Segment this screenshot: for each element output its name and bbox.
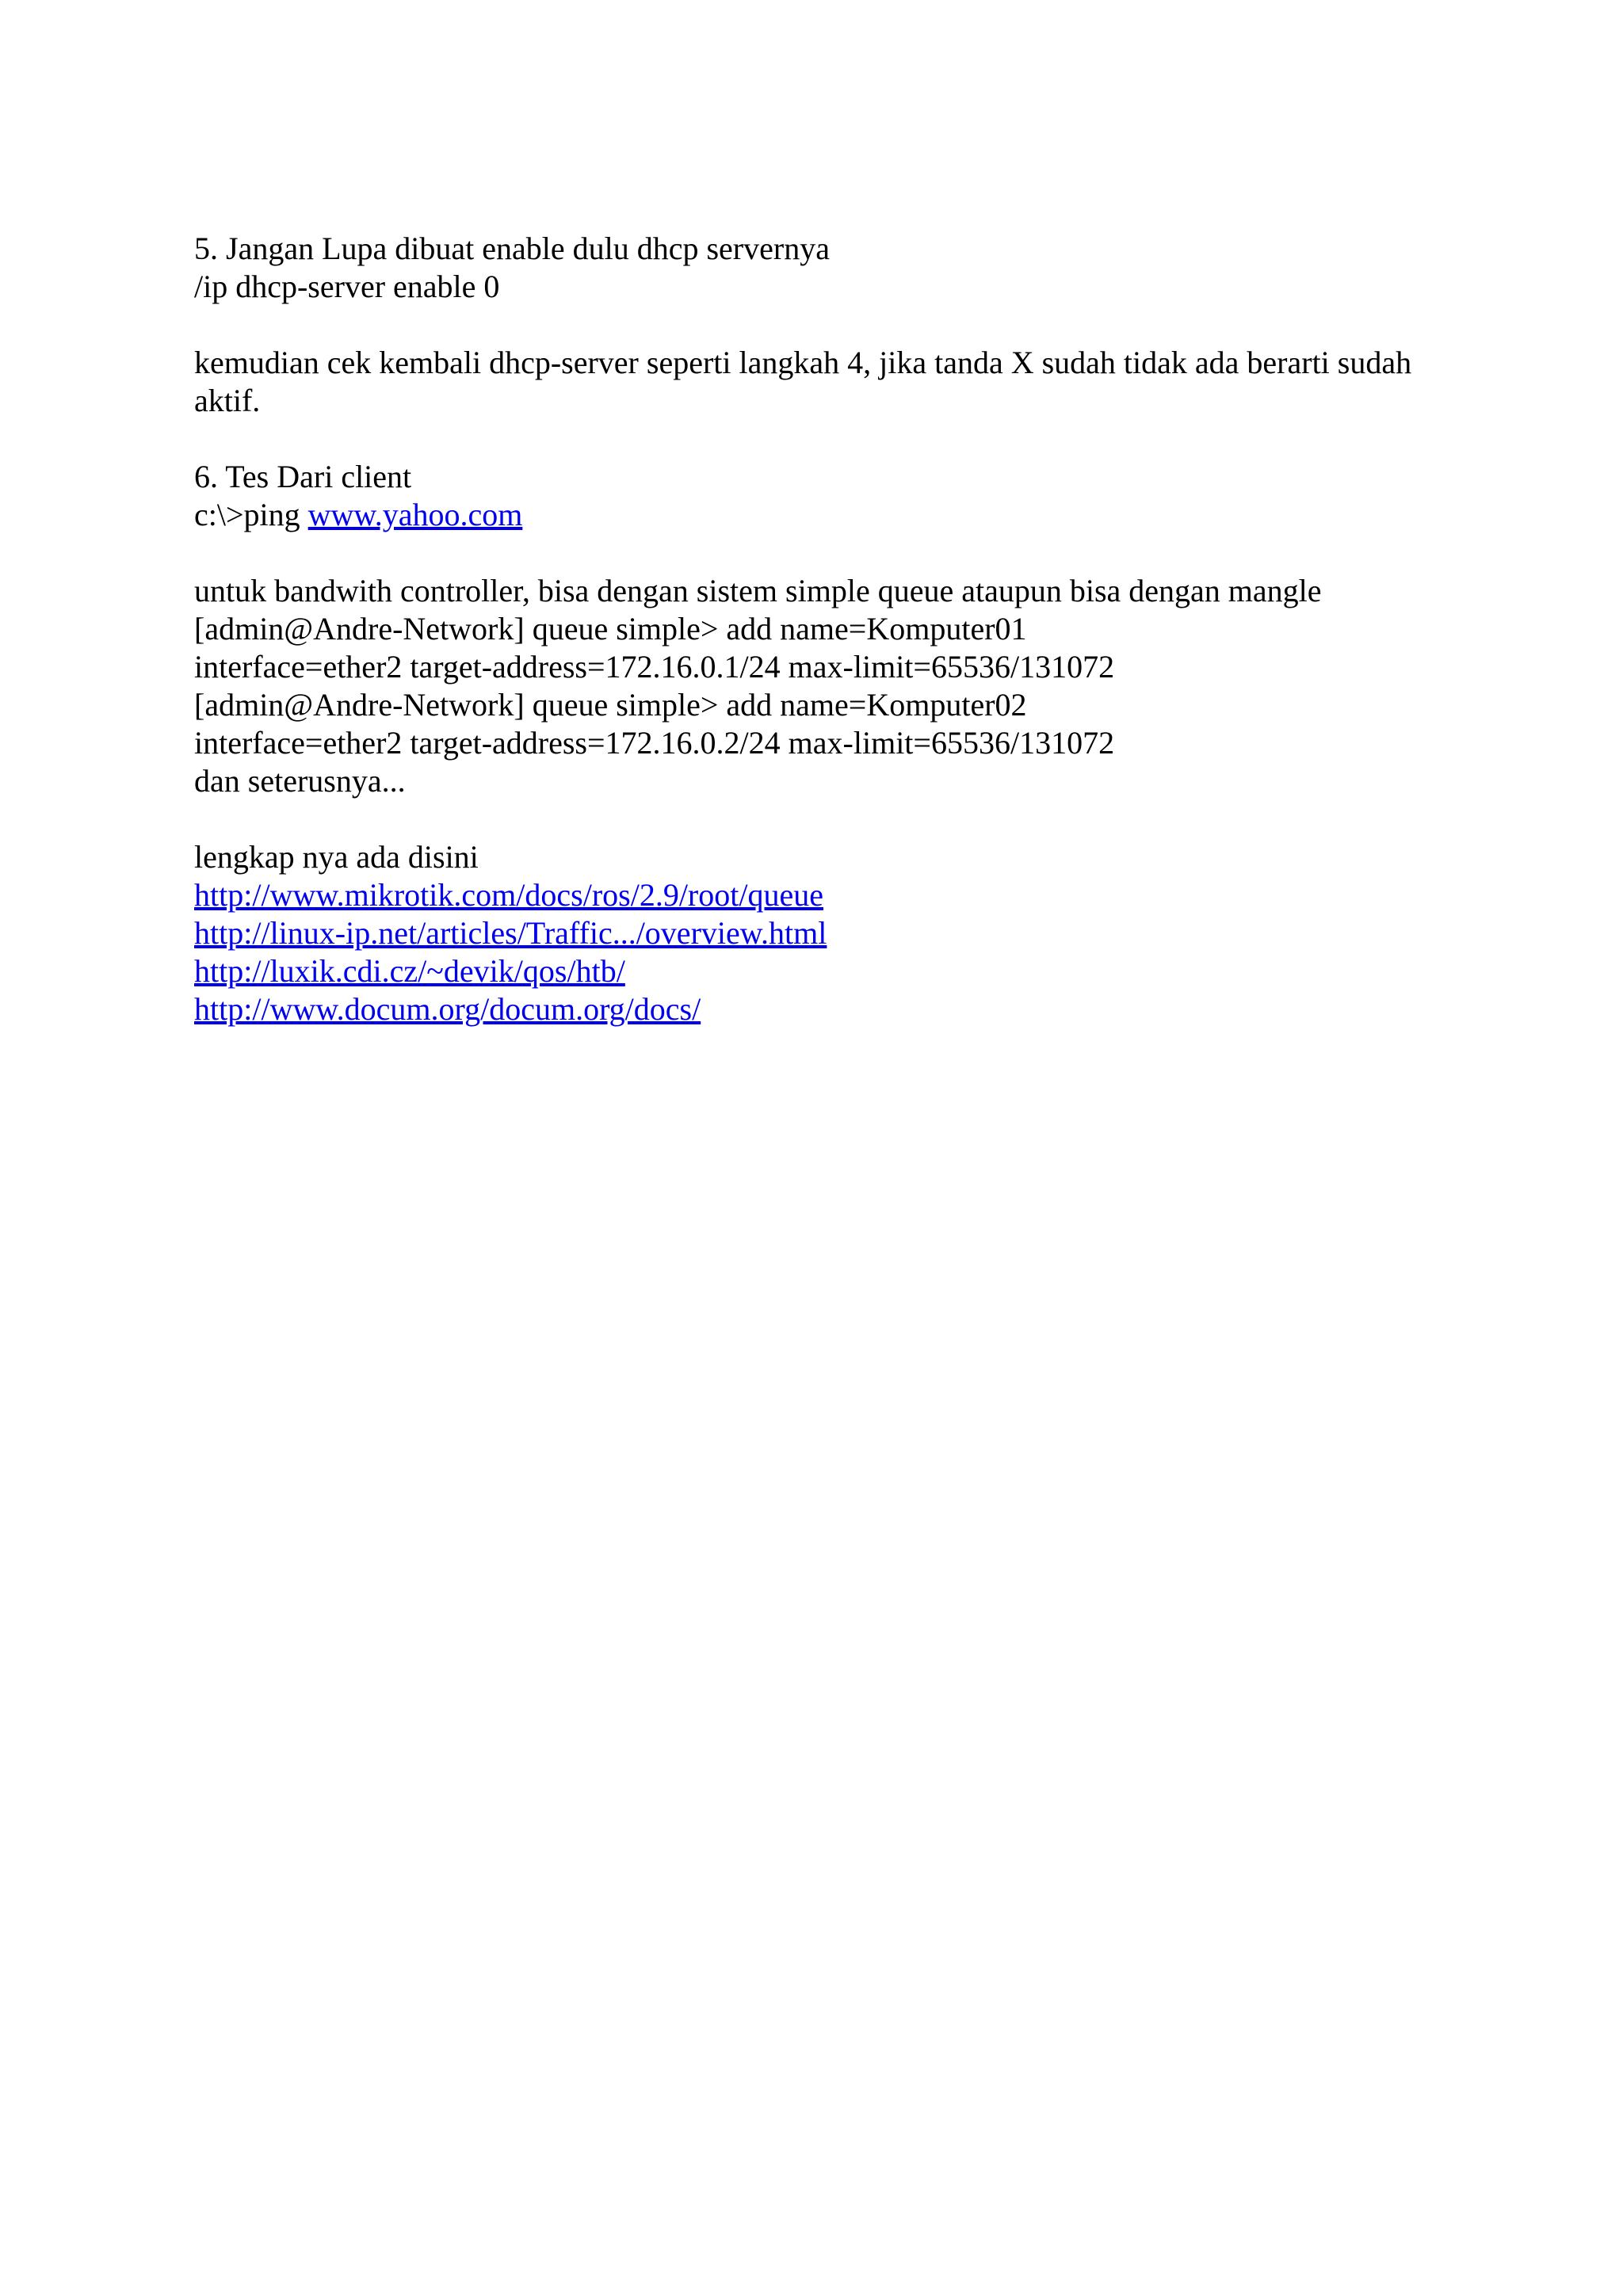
document-body xyxy=(194,230,1478,1028)
yahoo-link[interactable]: www.yahoo.com xyxy=(307,497,523,532)
step6-command-prefix: c:\>ping xyxy=(194,497,308,532)
step5-note: kemudian cek kembali dhcp-server seperti langkah 4, jika tanda X sudah tidak ada berarti sudah aktif. xyxy=(194,345,1412,418)
references-intro: lengkap nya ada disini xyxy=(194,839,479,875)
queue-line: dan seterusnya... xyxy=(194,763,406,799)
reference-link-row xyxy=(194,990,1478,1028)
queue-line: [admin@Andre-Network] queue simple> add name=Komputer01 xyxy=(194,611,1027,646)
step6-command-line xyxy=(194,496,1478,534)
reference-link-row xyxy=(194,914,1478,952)
reference-link-mikrotik[interactable]: http://www.mikrotik.com/docs/ros/2.9/root/queue xyxy=(194,877,823,913)
reference-link-docum[interactable]: http://www.docum.org/docum.org/docs/ xyxy=(194,991,701,1027)
queue-line: interface=ether2 target-address=172.16.0.2/24 max-limit=65536/131072 xyxy=(194,725,1115,761)
reference-link-linux-ip[interactable]: http://linux-ip.net/articles/Traffic.../overview.html xyxy=(194,915,827,951)
step6-heading: 6. Tes Dari client xyxy=(194,459,412,494)
reference-link-row xyxy=(194,952,1478,990)
reference-link-luxik[interactable]: http://luxik.cdi.cz/~devik/qos/htb/ xyxy=(194,953,625,989)
bandwidth-intro: untuk bandwith controller, bisa dengan sistem simple queue ataupun bisa dengan mangle xyxy=(194,573,1322,608)
reference-link-row xyxy=(194,876,1478,914)
paragraph-gap xyxy=(194,800,1478,838)
step5-command: /ip dhcp-server enable 0 xyxy=(194,269,500,304)
paragraph-gap xyxy=(194,534,1478,572)
step5-heading: 5. Jangan Lupa dibuat enable dulu dhcp servernya xyxy=(194,231,830,266)
paragraph-gap xyxy=(194,306,1478,344)
queue-line: [admin@Andre-Network] queue simple> add name=Komputer02 xyxy=(194,687,1027,723)
queue-line: interface=ether2 target-address=172.16.0.1/24 max-limit=65536/131072 xyxy=(194,649,1115,685)
paragraph-gap xyxy=(194,420,1478,458)
